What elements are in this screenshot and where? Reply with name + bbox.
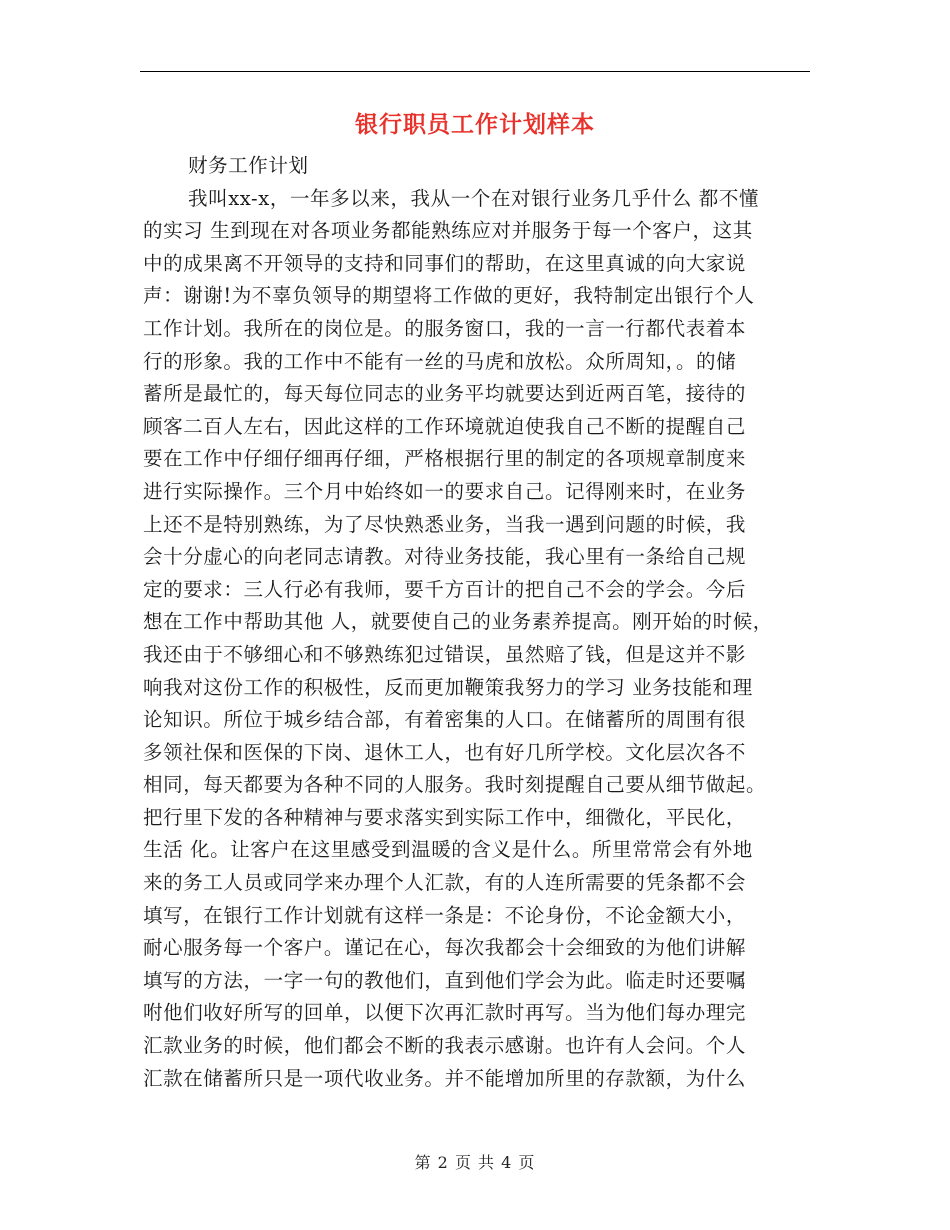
paragraph-line: 进行实际操作。三个月中始终如一的要求自己。记得刚来时，在业务	[143, 479, 747, 503]
paragraph-line: 把行里下发的各种精神与要求落实到实际工作中，细微化，平民化，	[143, 805, 747, 829]
paragraph-line: 要在工作中仔细仔细再仔细，严格根据行里的制定的各项规章制度来	[143, 447, 747, 471]
document-title: 银行职员工作计划样本	[355, 112, 595, 138]
paragraph-line: 填写的方法，一字一句的教他们，直到他们学会为此。临走时还要嘱	[143, 968, 747, 992]
header-rule	[140, 71, 810, 72]
paragraph-line: 我叫xx-x，一年多以来，我从一个在对银行业务几乎什么 都不懂	[188, 186, 760, 210]
paragraph-line: 的实习 生到现在对各项业务都能熟练应对并服务于每一个客户，这其	[143, 219, 753, 243]
paragraph-line: 定的要求：三人行必有我师，要千方百计的把自己不会的学会。今后	[143, 577, 747, 601]
paragraph-line: 多领社保和医保的下岗、退休工人，也有好几所学校。文化层次各不	[143, 740, 747, 764]
document-body	[143, 150, 811, 1095]
page-footer: 第 2 页 共 4 页	[414, 1153, 536, 1172]
paragraph-line: 行的形象。我的工作中不能有一丝的马虎和放松。众所周知，。的储	[143, 349, 737, 373]
paragraph-line: 汇款在储蓄所只是一项代收业务。并不能增加所里的存款额，为什么	[143, 1066, 747, 1090]
paragraph-line: 中的成果离不开领导的支持和同事们的帮助，在这里真诚的向大家说	[143, 251, 747, 275]
paragraph-line: 工作计划。我所在的岗位是。的服务窗口，我的一言一行都代表着本	[143, 316, 747, 340]
paragraph-line: 想在工作中帮助其他 人，就要使自己的业务素养提高。刚开始的时候，	[143, 610, 773, 634]
paragraph-line: 汇款业务的时候，他们都会不断的我表示感谢。也许有人会问。个人	[143, 1034, 747, 1058]
paragraph-line: 生活 化。让客户在这里感受到温暖的含义是什么。所里常常会有外地	[143, 838, 753, 862]
paragraph-line: 上还不是特别熟练，为了尽快熟悉业务，当我一遇到问题的时候，我	[143, 512, 747, 536]
paragraph-line: 声：谢谢!为不辜负领导的期望将工作做的更好，我特制定出银行个人	[143, 284, 755, 308]
paragraph-line: 来的务工人员或同学来办理个人汇款，有的人连所需要的凭条都不会	[143, 871, 747, 895]
section-heading: 财务工作计划	[188, 154, 309, 177]
paragraph-line: 论知识。所位于城乡结合部，有着密集的人口。在储蓄所的周围有很	[143, 708, 747, 732]
paragraph-line: 顾客二百人左右，因此这样的工作环境就迫使我自己不断的提醒自己	[143, 414, 747, 438]
paragraph-line: 会十分虚心的向老同志请教。对待业务技能，我心里有一条给自己规	[143, 545, 747, 569]
paragraph-line: 相同，每天都要为各种不同的人服务。我时刻提醒自己要从细节做起。	[143, 773, 767, 797]
paragraph-line: 填写，在银行工作计划就有这样一条是：不论身份，不论金额大小，	[143, 903, 747, 927]
paragraph-line: 蓄所是最忙的，每天每位同志的业务平均就要达到近两百笔，接待的	[143, 382, 747, 406]
paragraph-line: 我还由于不够细心和不够熟练犯过错误，虽然赔了钱，但是这并不影	[143, 642, 747, 666]
paragraph-line: 耐心服务每一个客户。谨记在心，每次我都会十会细致的为他们讲解	[143, 936, 747, 960]
paragraph-line: 咐他们收好所写的回单，以便下次再汇款时再写。当为他们每办理完	[143, 1001, 747, 1025]
paragraph-line: 响我对这份工作的积极性，反而更加鞭策我努力的学习 业务技能和理	[143, 675, 753, 699]
